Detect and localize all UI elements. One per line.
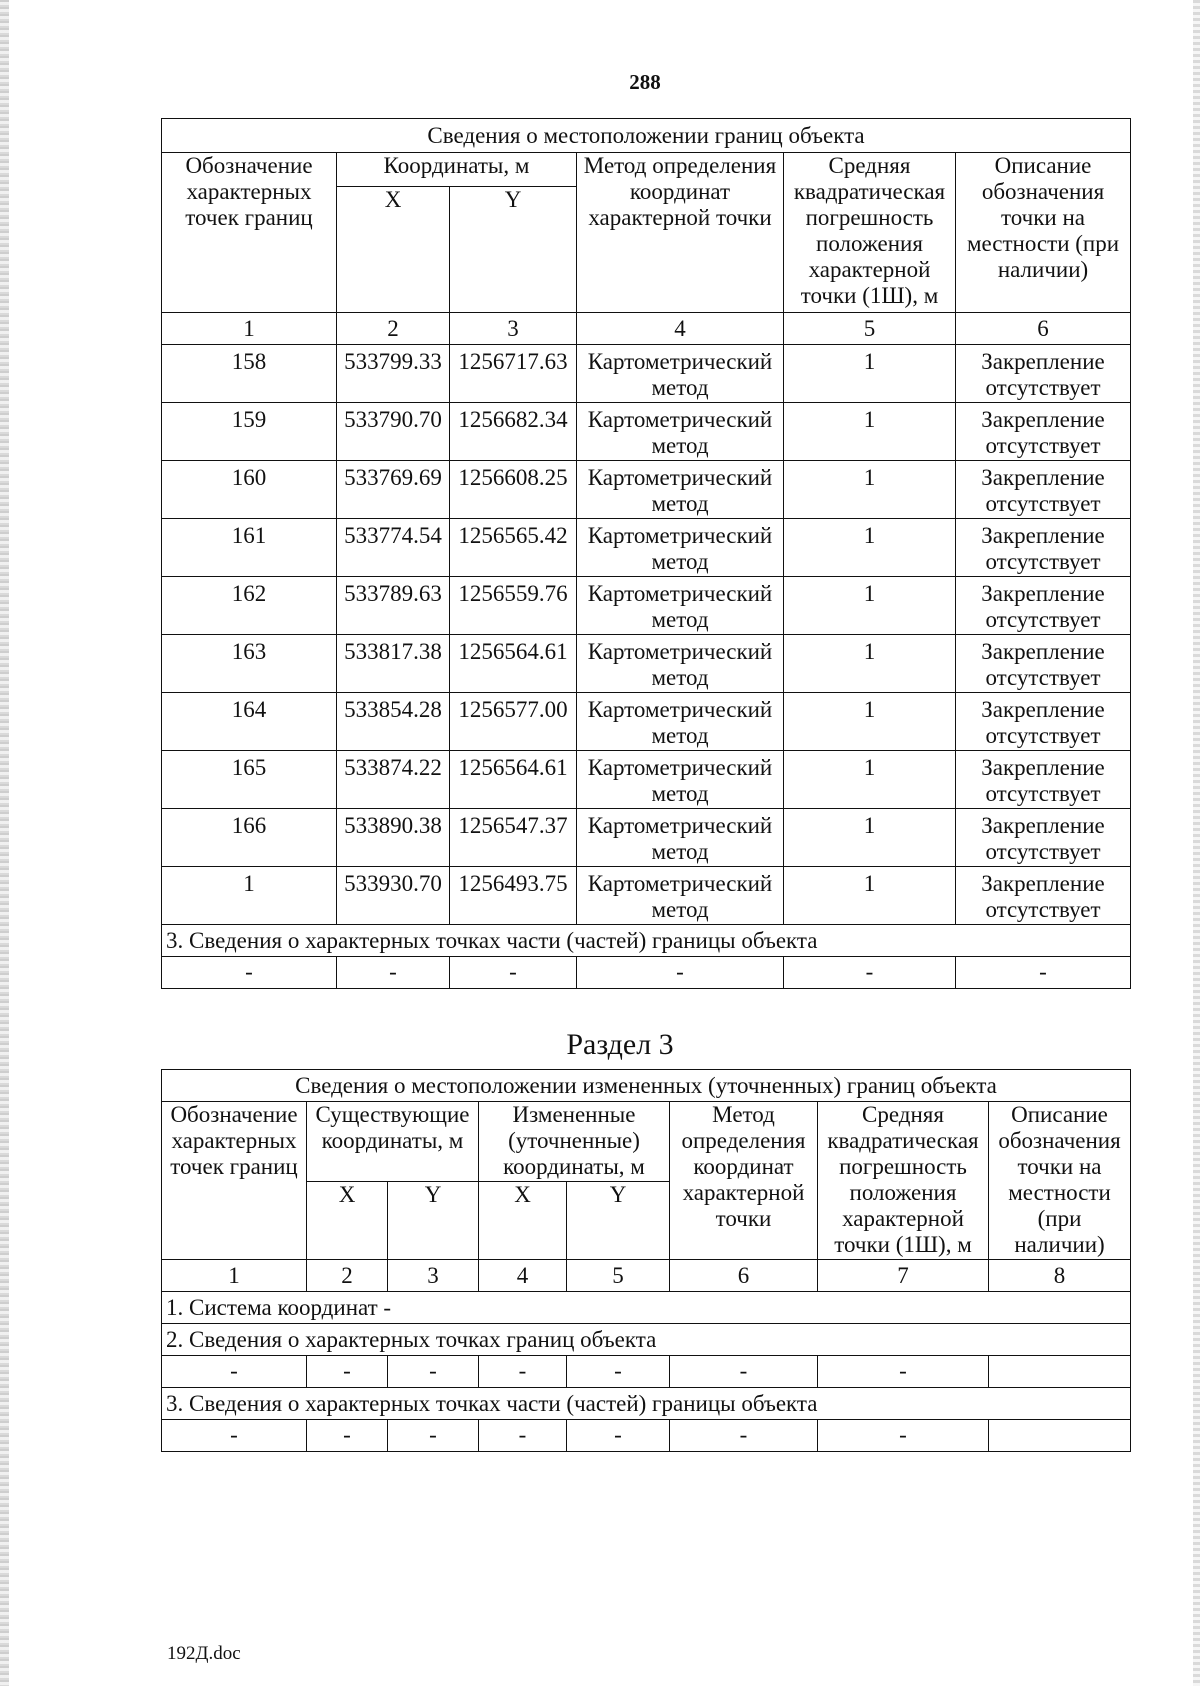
cell-y: 1256608.25 bbox=[450, 461, 577, 519]
cell-method: Картометрический метод bbox=[577, 461, 784, 519]
scan-edge-right bbox=[1193, 0, 1200, 1686]
cell-description: Закрепление отсутствует bbox=[956, 809, 1131, 867]
cell-error: 1 bbox=[784, 519, 956, 577]
cell-description: Закрепление отсутствует bbox=[956, 635, 1131, 693]
cell-x: 533890.38 bbox=[337, 809, 450, 867]
header-changed-x: X bbox=[479, 1182, 567, 1260]
cell-x: 533874.22 bbox=[337, 751, 450, 809]
column-number: 7 bbox=[818, 1260, 989, 1292]
dash-cell: - bbox=[162, 1356, 307, 1388]
cell-point: 160 bbox=[162, 461, 337, 519]
table1-title: Сведения о местоположении границ объекта bbox=[162, 119, 1131, 153]
cell-point: 161 bbox=[162, 519, 337, 577]
table-row bbox=[162, 519, 1131, 577]
header-error: Средняя квадратическая погрешность положения характерной точки (1Ш), м bbox=[818, 1102, 989, 1260]
cell-error: 1 bbox=[784, 577, 956, 635]
dash-cell: - bbox=[337, 957, 450, 989]
dash-cell: - bbox=[818, 1356, 989, 1388]
dash-cell: - bbox=[784, 957, 956, 989]
header-y: Y bbox=[450, 187, 577, 313]
column-number: 2 bbox=[307, 1260, 388, 1292]
cell-x: 533799.33 bbox=[337, 345, 450, 403]
column-number: 3 bbox=[388, 1260, 479, 1292]
dash-cell: - bbox=[450, 957, 577, 989]
cell-description: Закрепление отсутствует bbox=[956, 693, 1131, 751]
cell-method: Картометрический метод bbox=[577, 519, 784, 577]
column-numbers-row bbox=[162, 313, 1131, 345]
cell-method: Картометрический метод bbox=[577, 867, 784, 925]
column-number: 6 bbox=[956, 313, 1131, 345]
cell-method: Картометрический метод bbox=[577, 809, 784, 867]
column-number: 4 bbox=[577, 313, 784, 345]
dash-cell: - bbox=[670, 1420, 818, 1452]
cell-y: 1256565.42 bbox=[450, 519, 577, 577]
dash-cell: - bbox=[670, 1356, 818, 1388]
cell-error: 1 bbox=[784, 809, 956, 867]
header-method: Метод определения координат характерной точки bbox=[577, 153, 784, 313]
cell-y: 1256547.37 bbox=[450, 809, 577, 867]
cell-x: 533817.38 bbox=[337, 635, 450, 693]
cell-point: 163 bbox=[162, 635, 337, 693]
cell-point: 159 bbox=[162, 403, 337, 461]
cell-error: 1 bbox=[784, 403, 956, 461]
dash-cell: - bbox=[577, 957, 784, 989]
cell-point: 165 bbox=[162, 751, 337, 809]
cell-point: 158 bbox=[162, 345, 337, 403]
changed-boundaries-table bbox=[161, 1069, 1131, 1452]
cell-description: Закрепление отсутствует bbox=[956, 751, 1131, 809]
section-title: Раздел 3 bbox=[566, 1028, 674, 1061]
cell-y: 1256564.61 bbox=[450, 751, 577, 809]
cell-y: 1256564.61 bbox=[450, 635, 577, 693]
cell-y: 1256577.00 bbox=[450, 693, 577, 751]
table-row bbox=[162, 635, 1131, 693]
cell-point: 164 bbox=[162, 693, 337, 751]
dash-cell bbox=[989, 1420, 1131, 1452]
column-number: 8 bbox=[989, 1260, 1131, 1292]
page-number: 288 bbox=[629, 70, 661, 94]
cell-description: Закрепление отсутствует bbox=[956, 403, 1131, 461]
column-number: 3 bbox=[450, 313, 577, 345]
subsection-3-label: 3. Сведения о характерных точках части (частей) границы объекта bbox=[162, 1388, 1131, 1420]
cell-y: 1256493.75 bbox=[450, 867, 577, 925]
cell-point: 162 bbox=[162, 577, 337, 635]
header-method: Метод определения координат характерной точки bbox=[670, 1102, 818, 1260]
dash-cell: - bbox=[388, 1420, 479, 1452]
cell-y: 1256682.34 bbox=[450, 403, 577, 461]
column-number: 5 bbox=[784, 313, 956, 345]
header-description: Описание обозначения точки на местности (при наличии) bbox=[956, 153, 1131, 313]
dash-cell: - bbox=[567, 1420, 670, 1452]
cell-method: Картометрический метод bbox=[577, 345, 784, 403]
dash-cell: - bbox=[956, 957, 1131, 989]
cell-method: Картометрический метод bbox=[577, 403, 784, 461]
dash-cell: - bbox=[162, 1420, 307, 1452]
dash-cell: - bbox=[818, 1420, 989, 1452]
cell-description: Закрепление отсутствует bbox=[956, 519, 1131, 577]
empty-dash-row bbox=[162, 1356, 1131, 1388]
header-existing-x: X bbox=[307, 1182, 388, 1260]
cell-description: Закрепление отсутствует bbox=[956, 461, 1131, 519]
header-changed-coordinates: Измененные (уточненные) координаты, м bbox=[479, 1102, 670, 1182]
dash-cell: - bbox=[307, 1356, 388, 1388]
subsection-1-label: 1. Система координат - bbox=[162, 1292, 1131, 1324]
cell-error: 1 bbox=[784, 461, 956, 519]
cell-error: 1 bbox=[784, 751, 956, 809]
cell-point: 166 bbox=[162, 809, 337, 867]
dash-cell: - bbox=[479, 1420, 567, 1452]
cell-error: 1 bbox=[784, 345, 956, 403]
cell-description: Закрепление отсутствует bbox=[956, 867, 1131, 925]
cell-error: 1 bbox=[784, 867, 956, 925]
header-existing-y: Y bbox=[388, 1182, 479, 1260]
dash-cell: - bbox=[479, 1356, 567, 1388]
table-row bbox=[162, 403, 1131, 461]
column-number: 4 bbox=[479, 1260, 567, 1292]
dash-cell: - bbox=[162, 957, 337, 989]
cell-error: 1 bbox=[784, 635, 956, 693]
cell-error: 1 bbox=[784, 693, 956, 751]
table-row bbox=[162, 345, 1131, 403]
table-row bbox=[162, 461, 1131, 519]
empty-dash-row bbox=[162, 1420, 1131, 1452]
table-row bbox=[162, 577, 1131, 635]
header-error: Средняя квадратическая погрешность положения характерной точки (1Ш), м bbox=[784, 153, 956, 313]
cell-method: Картометрический метод bbox=[577, 577, 784, 635]
cell-x: 533854.28 bbox=[337, 693, 450, 751]
cell-method: Картометрический метод bbox=[577, 693, 784, 751]
column-number: 5 bbox=[567, 1260, 670, 1292]
header-existing-coordinates: Существующие координаты, м bbox=[307, 1102, 479, 1182]
dash-cell bbox=[989, 1356, 1131, 1388]
table-row bbox=[162, 693, 1131, 751]
table-row bbox=[162, 751, 1131, 809]
file-name-footer: 192Д.doc bbox=[167, 1643, 241, 1664]
column-number: 1 bbox=[162, 1260, 307, 1292]
dash-cell: - bbox=[307, 1420, 388, 1452]
cell-x: 533789.63 bbox=[337, 577, 450, 635]
dash-cell: - bbox=[388, 1356, 479, 1388]
cell-y: 1256717.63 bbox=[450, 345, 577, 403]
header-designation: Обозначение характерных точек границ bbox=[162, 1102, 307, 1260]
subsection-3-label: 3. Сведения о характерных точках части (частей) границы объекта bbox=[162, 925, 1131, 957]
header-coordinates: Координаты, м bbox=[337, 153, 577, 187]
column-number: 6 bbox=[670, 1260, 818, 1292]
header-changed-y: Y bbox=[567, 1182, 670, 1260]
cell-point: 1 bbox=[162, 867, 337, 925]
empty-dash-row bbox=[162, 957, 1131, 989]
column-numbers-row bbox=[162, 1260, 1131, 1292]
column-number: 1 bbox=[162, 313, 337, 345]
cell-x: 533774.54 bbox=[337, 519, 450, 577]
header-x: X bbox=[337, 187, 450, 313]
cell-description: Закрепление отсутствует bbox=[956, 577, 1131, 635]
cell-method: Картометрический метод bbox=[577, 635, 784, 693]
header-description: Описание обозначения точки на местности (при наличии) bbox=[989, 1102, 1131, 1260]
cell-x: 533790.70 bbox=[337, 403, 450, 461]
cell-x: 533930.70 bbox=[337, 867, 450, 925]
cell-x: 533769.69 bbox=[337, 461, 450, 519]
subsection-2-label: 2. Сведения о характерных точках границ объекта bbox=[162, 1324, 1131, 1356]
cell-method: Картометрический метод bbox=[577, 751, 784, 809]
table2-title: Сведения о местоположении измененных (уточненных) границ объекта bbox=[162, 1070, 1131, 1102]
cell-description: Закрепление отсутствует bbox=[956, 345, 1131, 403]
boundary-points-table bbox=[161, 118, 1131, 989]
scan-edge-left bbox=[0, 0, 9, 1686]
table-row bbox=[162, 867, 1131, 925]
header-designation: Обозначение характерных точек границ bbox=[162, 153, 337, 313]
cell-y: 1256559.76 bbox=[450, 577, 577, 635]
table-row bbox=[162, 809, 1131, 867]
column-number: 2 bbox=[337, 313, 450, 345]
dash-cell: - bbox=[567, 1356, 670, 1388]
